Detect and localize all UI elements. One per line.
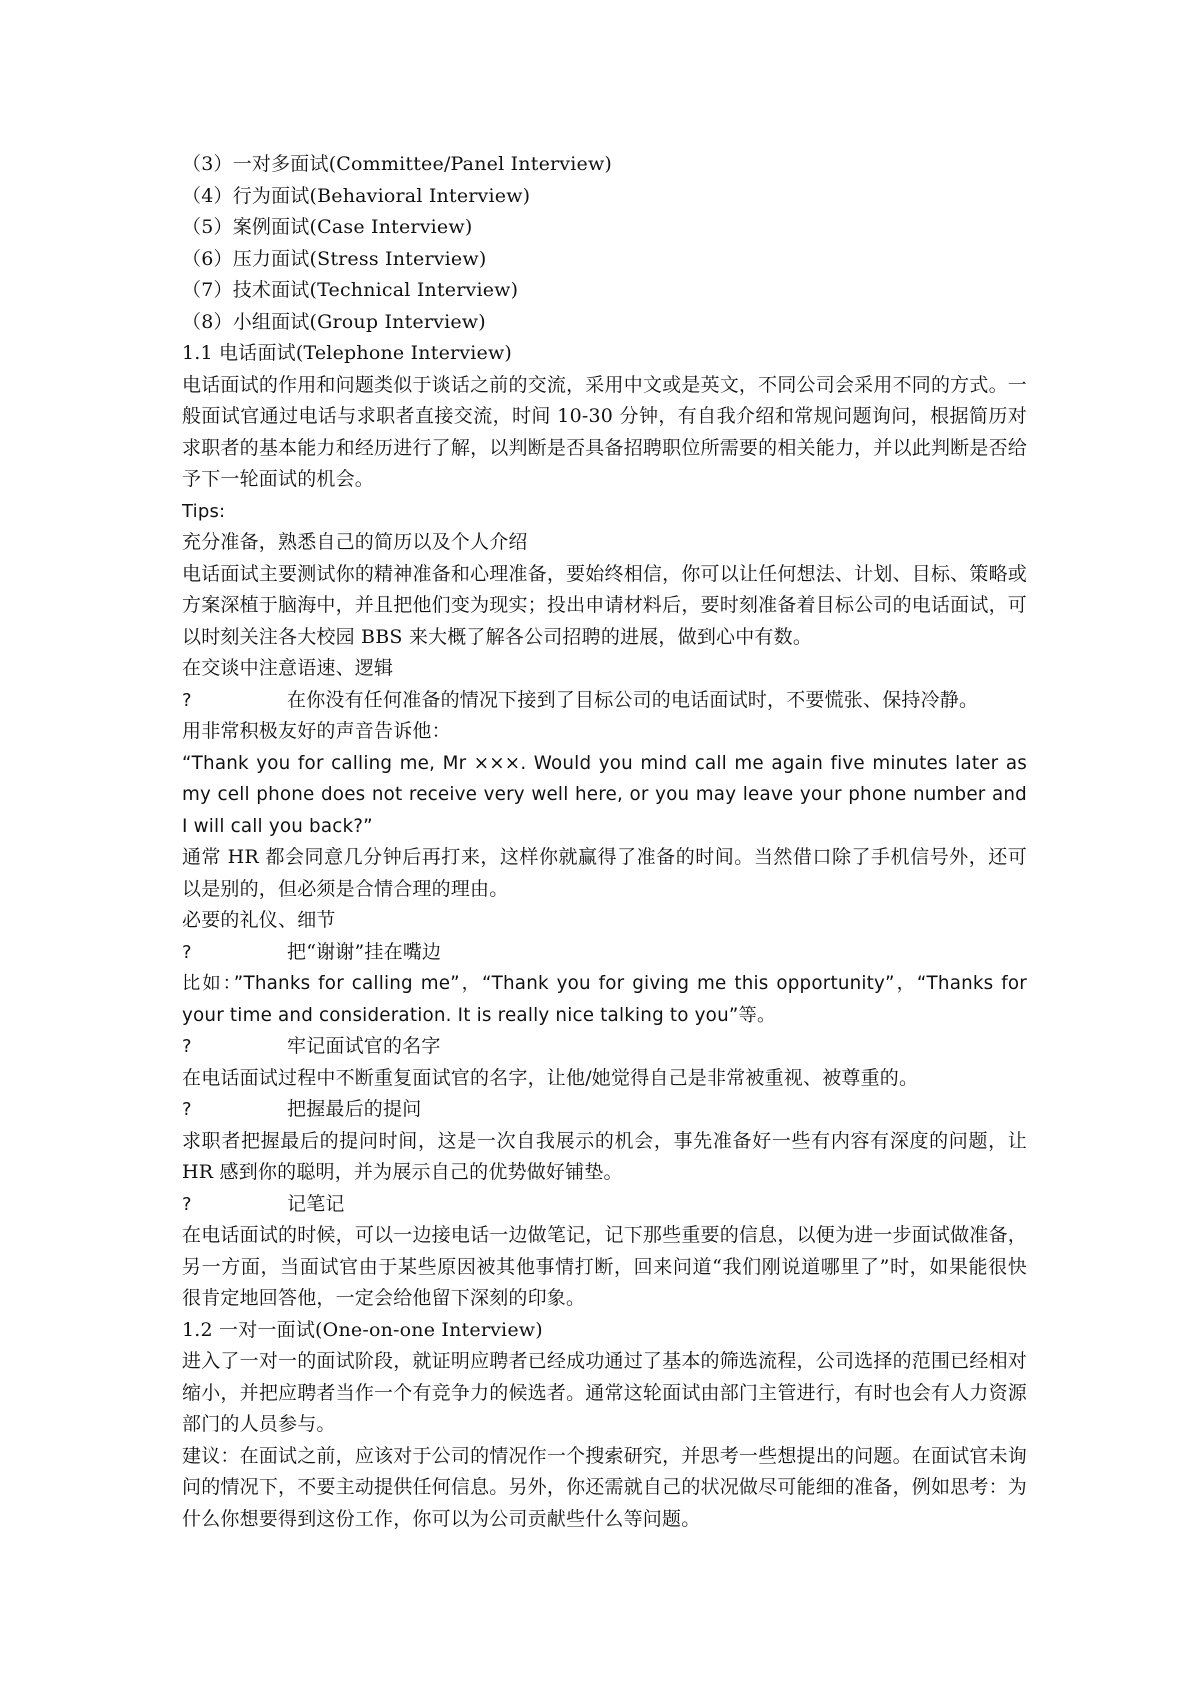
telephone-intro-paragraph: 电话面试的作用和问题类似于谈话之前的交流，采用中文或是英文，不同公司会采用不同的方式。一般面试官通过电话与求职者直接交流，时间 10-30 分钟，有自我介绍和常规问题询问，根据简历对求职者的基本能力和经历进行了解，以判断是否具备招聘职位所需要的相关能力，并以此判断是否给予下一轮面试的机会。 (182, 373, 1027, 490)
tip-title-preparation: 充分准备，熟悉自己的简历以及个人介绍 (182, 531, 528, 553)
bullet-marker: ? (182, 689, 192, 711)
one-on-one-intro-paragraph: 进入了一对一的面试阶段，就证明应聘者已经成功通过了基本的筛选流程，公司选择的范围已经相对缩小，并把应聘者当作一个有竞争力的候选者。通常这轮面试由部门主管进行，有时也会有人力资源部门的人员参与。 (182, 1350, 1027, 1435)
tip-preparation-paragraph: 电话面试主要测试你的精神准备和心理准备，要始终相信，你可以让任何想法、计划、目标、策略或方案深植于脑海中，并且把他们变为现实；投出申请材料后，要时刻准备着目标公司的电话面试，可以时刻关注各大校园 BBS 来大概了解各公司招聘的进展，做到心中有数。 (182, 562, 1027, 648)
one-on-one-advice-paragraph: 建议：在面试之前，应该对于公司的情况作一个搜索研究，并思考一些想提出的问题。在面试官未询问的情况下，不要主动提供任何信息。另外，你还需就自己的状况做尽可能细的准备，例如思考：为什么你想要得到这份工作，你可以为公司贡献些什么等问题。 (182, 1444, 1027, 1530)
interview-type-item: （8）小组面试(Group Interview) (182, 310, 486, 333)
bullet-text: 把握最后的提问 (287, 1098, 422, 1120)
interview-type-item: （4）行为面试(Behavioral Interview) (182, 184, 531, 207)
interview-type-item: （5）案例面试(Case Interview) (182, 216, 473, 238)
bullet-item (182, 1189, 1027, 1221)
bullet-text: 把“谢谢”挂在嘴边 (287, 940, 442, 963)
bullet-item (182, 937, 1027, 969)
bullet-text: 在你没有任何准备的情况下接到了目标公司的电话面试时，不要慌张、保持冷静。 (287, 688, 979, 711)
section-heading-telephone: 1.1 电话面试(Telephone Interview) (182, 342, 513, 364)
bullet-item (182, 1094, 1027, 1126)
remember-name-paragraph: 在电话面试过程中不断重复面试官的名字，让他/她觉得自己是非常被重视、被尊重的。 (182, 1066, 919, 1089)
bullet-text: 牢记面试官的名字 (287, 1035, 441, 1057)
take-notes-paragraph: 在电话面试的时候，可以一边接电话一边做笔记，记下那些重要的信息，以便为进一步面试做准备，另一方面，当面试官由于某些原因被其他事情打断，回来问道“我们刚说道哪里了”时，如果能很快很肯定地回答他，一定会给他留下深刻的印象。 (182, 1224, 1027, 1309)
document-body (182, 149, 1027, 1535)
section-heading-one-on-one: 1.2 一对一面试(One-on-one Interview) (182, 1318, 543, 1341)
interview-type-item: （6）压力面试(Stress Interview) (182, 247, 487, 270)
final-question-paragraph: 求职者把握最后的提问时间，这是一次自我展示的机会，事先准备好一些有内容有深度的问题，让 HR 感到你的聪明，并为展示自己的优势做好铺垫。 (182, 1129, 1027, 1183)
bullet-text: 记笔记 (287, 1192, 345, 1215)
bullet-marker: ? (182, 1193, 192, 1215)
tips-label: Tips: (182, 500, 226, 522)
interview-type-item: （3）一对多面试(Committee/Panel Interview) (182, 153, 613, 175)
bullet-continuation: 用非常积极友好的声音告诉他： (182, 720, 451, 742)
thanks-examples-paragraph: 比如：”Thanks for calling me”，“Thank you for giving me this opportunity”，“Thanks for your time and consideration. It is really nice talking to you”等。 (182, 973, 1027, 1026)
bullet-marker: ? (182, 941, 192, 963)
bullet-marker: ? (182, 1099, 192, 1120)
tip-title-speech: 在交谈中注意语速、逻辑 (182, 657, 394, 679)
after-quote-paragraph: 通常 HR 都会同意几分钟后再打来，这样你就赢得了准备的时间。当然借口除了手机信号外，还可以是别的，但必须是合情合理的理由。 (182, 846, 1027, 900)
bullet-marker: ? (182, 1036, 192, 1057)
bullet-item (182, 685, 1027, 717)
sample-quote-paragraph: “Thank you for calling me, Mr ×××. Would you mind call me again five minutes later as my cell phone does not receive very well here, or you may leave your phone number and I will call you back?” (182, 752, 1027, 837)
tip-title-etiquette: 必要的礼仪、细节 (182, 909, 336, 931)
interview-type-item: （7）技术面试(Technical Interview) (182, 279, 519, 301)
bullet-item (182, 1031, 1027, 1063)
